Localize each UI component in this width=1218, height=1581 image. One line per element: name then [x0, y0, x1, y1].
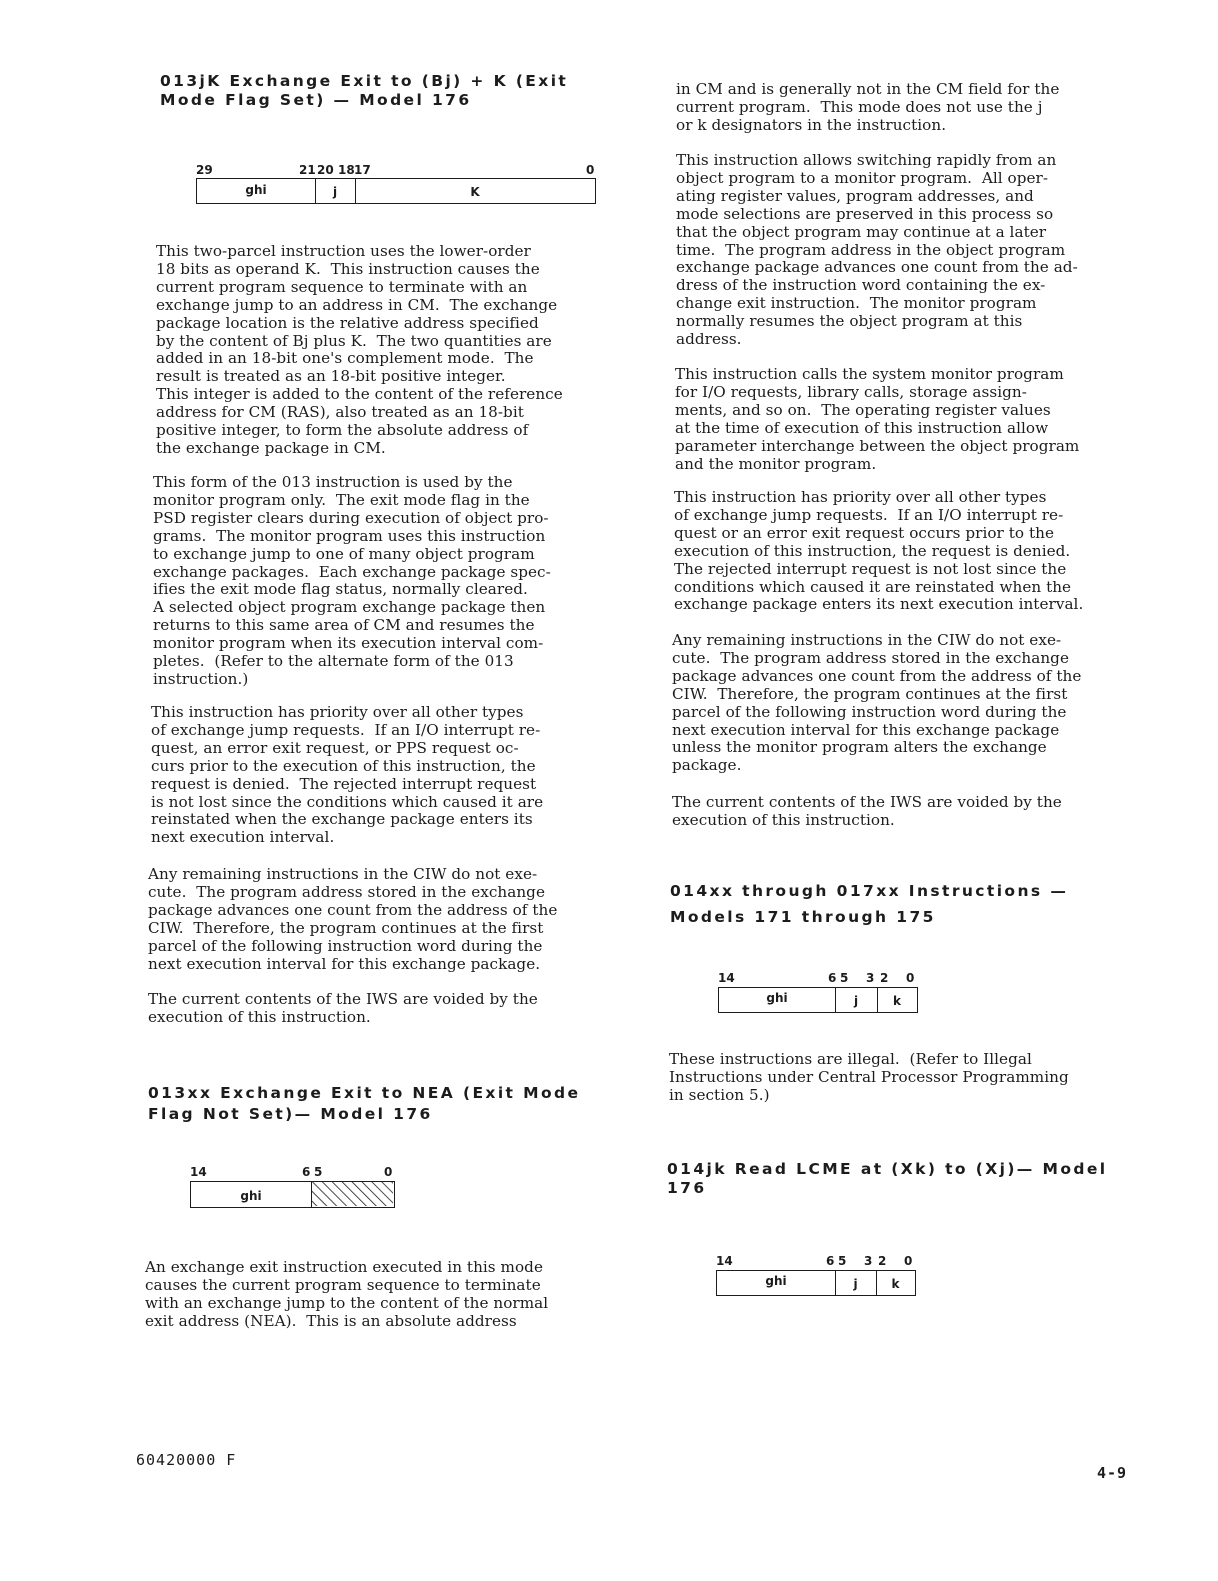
bit-label: 5 [838, 1254, 847, 1268]
paragraph: The current contents of the IWS are voided by the execution of this instruction. [148, 990, 538, 1026]
paragraph: The current contents of the IWS are voided by the execution of this instruction. [672, 793, 1062, 829]
bit-label: 17 [354, 163, 371, 177]
register-box [190, 1181, 395, 1208]
unused-bits-hatch [312, 1182, 393, 1206]
bit-label: 5 [314, 1165, 323, 1179]
bit-label: 3 [864, 1254, 873, 1268]
document-number: 60420000 F [136, 1451, 237, 1469]
bit-label: 14 [718, 971, 735, 985]
field-k: k [893, 994, 901, 1008]
paragraph: This instruction has priority over all other types of exchange jump requests. If an I/O interrupt re- quest or an error exit request occurs prior to the execution of this instruction, the request is denied. The rejected interrupt request is not lost since the conditions which caused it are reinstated when the exchange package enters its next execution interval. [674, 488, 1084, 614]
bit-label: 6 [828, 971, 837, 985]
bit-label: 0 [384, 1165, 393, 1179]
field-ghi: ghi [766, 991, 788, 1005]
bit-label: 0 [906, 971, 915, 985]
field-ghi: ghi [245, 183, 267, 197]
paragraph: This instruction calls the system monitor program for I/O requests, library calls, storage assign- ments, and so on. The operating register values at the time of execution of this instruction allow parameter interchange between the object program and the monitor program. [675, 365, 1080, 473]
paragraph: in CM and is generally not in the CM field for the current program. This mode does not use the j or k designators in the instruction. [676, 80, 1060, 134]
bit-label: 5 [840, 971, 849, 985]
section-heading-013jk: 013jK Exchange Exit to (Bj) + K (Exit Mode Flag Set) — Model 176 [160, 72, 569, 109]
bit-label: 3 [866, 971, 875, 985]
register-box [716, 1270, 916, 1296]
bit-label: 14 [190, 1165, 207, 1179]
bit-label: 21 [299, 163, 316, 177]
field-j: j [332, 185, 338, 199]
bit-label: 14 [716, 1254, 733, 1268]
paragraph: These instructions are illegal. (Refer to Illegal Instructions under Central Processor Programming in section 5.) [669, 1050, 1069, 1104]
paragraph: This instruction has priority over all other types of exchange jump requests. If an I/O interrupt re- quest, an error exit request, or PPS request oc- curs prior to the execution of this instruction, the request is denied. The rejected interrupt request is not lost since the conditions which caused it are reinstated when the exchange package enters its next execution interval. [151, 703, 544, 847]
instruction-format-diagram-014xx [718, 972, 928, 1018]
bit-label: 18 [338, 163, 355, 177]
bit-label: 2 [878, 1254, 887, 1268]
section-heading-014xx: 014xx through 017xx Instructions — Models 171 through 175 [670, 882, 1069, 926]
field-ghi: ghi [240, 1189, 262, 1203]
paragraph: Any remaining instructions in the CIW do not exe- cute. The program address stored in the exchange package advances one count from the address of the CIW. Therefore, the program continues at the first parcel of the following instruction word during the next execution interval for this exchange package. [148, 865, 558, 973]
field-k: K [470, 185, 480, 199]
page-number: 4-9 [1097, 1464, 1128, 1482]
paragraph: An exchange exit instruction executed in this mode causes the current program sequence to terminate with an exchange jump to the content of the normal exit address (NEA). This is an absolute address [145, 1258, 549, 1330]
bit-label: 0 [586, 163, 595, 177]
paragraph: This form of the 013 instruction is used by the monitor program only. The exit mode flag in the PSD register clears during execution of object pro- grams. The monitor program uses this instruction to exchange jump to one of many object program exchange packages. Each exchange package spec- ifies the exit mode flag status, normally cleared. A selected object program exchange package then returns to this same area of CM and resumes the monitor program when its execution interval com- pletes. (Refer to the alternate form of the 013 instruction.) [153, 473, 551, 688]
bit-label: 0 [904, 1254, 913, 1268]
instruction-format-diagram-013xx [190, 1166, 400, 1214]
paragraph: This instruction allows switching rapidly from an object program to a monitor program. All oper- ating register values, program addresses, and mode selections are preserved in this process so that the object program may continue at a later time. The program address in the object program exchange package advances one count from the ad- dress of the instruction word containing the ex- change exit instruction. The monitor program normally resumes the object program at this address. [676, 151, 1078, 349]
paragraph: Any remaining instructions in the CIW do not exe- cute. The program address stored in the exchange package advances one count from the address of the CIW. Therefore, the program continues at the first parcel of the following instruction word during the next execution interval for this exchange package unless the monitor program alters the exchange package. [672, 631, 1082, 775]
field-j: j [853, 1277, 858, 1291]
register-box [196, 178, 596, 204]
bit-label: 6 [302, 1165, 311, 1179]
section-heading-014jk: 014jk Read LCME at (Xk) to (Xj)— Model 176 [667, 1160, 1108, 1197]
instruction-format-diagram-014jk [716, 1255, 926, 1301]
field-ghi: ghi [765, 1274, 787, 1288]
section-heading-013xx: 013xx Exchange Exit to NEA (Exit Mode Flag Not Set)— Model 176 [148, 1084, 581, 1123]
bit-label: 29 [196, 163, 213, 177]
bit-label: 6 [826, 1254, 835, 1268]
paragraph: This two-parcel instruction uses the lower-order 18 bits as operand K. This instruction causes the current program sequence to terminate with an exchange jump to an address in CM. The exchange package location is the relative address specified by the content of Bj plus K. The two quantities are added in an 18-bit one's complement mode. The result is treated as an 18-bit positive integer. This integer is added to the content of the reference address for CM (RAS), also treated as an 18-bit positive integer, to form the absolute address of the exchange package in CM. [156, 242, 563, 457]
field-j: j [853, 994, 859, 1008]
bit-label: 2 [880, 971, 889, 985]
bit-label: 20 [317, 163, 334, 177]
field-k: k [891, 1277, 900, 1291]
register-box [718, 987, 918, 1013]
instruction-format-diagram-013jk [196, 164, 598, 214]
